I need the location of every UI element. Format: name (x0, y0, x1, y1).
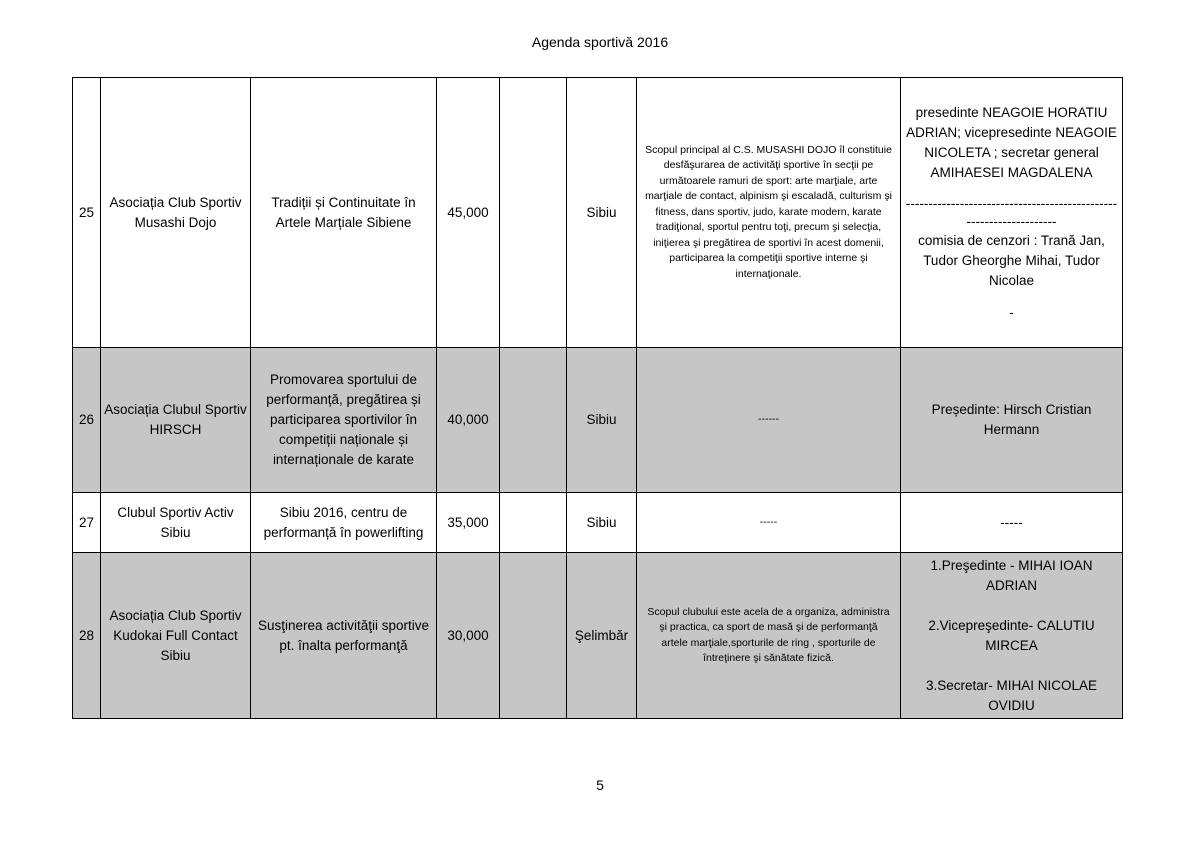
leaders-line: 2.Vicepreşedinte- CALUTIU MIRCEA (928, 617, 1095, 653)
table-row (73, 348, 1123, 493)
club-description: ----- (637, 493, 901, 553)
amount: 45,000 (437, 78, 500, 348)
club-leaders (901, 553, 1123, 719)
leaders-line: 1.Preşedinte - MIHAI IOAN ADRIAN (930, 557, 1093, 593)
amount: 35,000 (437, 493, 500, 553)
locality: Sibiu (567, 78, 637, 348)
separator-line: ------------------------------------------------------------------- (905, 195, 1118, 229)
table-row (73, 493, 1123, 553)
leaders-line: comisia de cenzori : Trană Jan, Tudor Gheorghe Mihai, Tudor Nicolae (918, 232, 1105, 288)
row-number: 25 (73, 78, 101, 348)
leaders-line: - (1009, 304, 1014, 320)
club-name: Clubul Sportiv Activ Sibiu (101, 493, 251, 553)
club-leaders (901, 493, 1123, 553)
table-row (73, 78, 1123, 348)
row-number: 26 (73, 348, 101, 493)
amount: 40,000 (437, 348, 500, 493)
locality: Sibiu (567, 493, 637, 553)
project-title: Sibiu 2016, centru de performanță în powerlifting (251, 493, 437, 553)
club-description: Scopul principal al C.S. MUSASHI DOJO îl constituie desfăşurarea de activităţi sportive în secţii pe următoarele ramuri de sport: arte marţiale, arte marţiale de contact, alpinism şi escaladă, culturism şi fitness, dans sportiv, judo, karate modern, karate tradiţional, sportul pentru toţi, precum şi selecţia, iniţierea şi pregătirea de sportivi în acest domenii, participarea la competiţii sportive interne şi internaţionale. (637, 78, 901, 348)
project-title: Tradiții și Continuitate în Artele Marțiale Sibiene (251, 78, 437, 348)
page-title: Agenda sportivă 2016 (531, 34, 669, 50)
club-leaders (901, 78, 1123, 348)
locality: Sibiu (567, 348, 637, 493)
leaders-line: Președinte: Hirsch Cristian Hermann (931, 402, 1092, 437)
club-name: Asociația Club Sportiv Kudokai Full Contact Sibiu (101, 553, 251, 719)
empty-cell (500, 78, 567, 348)
page-number: 5 (596, 777, 604, 793)
project-title: Susţinerea activităţii sportive pt. înalta performanţă (251, 553, 437, 719)
row-number: 28 (73, 553, 101, 719)
empty-cell (500, 348, 567, 493)
amount: 30,000 (437, 553, 500, 719)
club-name: Asociația Club Sportiv Musashi Dojo (101, 78, 251, 348)
empty-cell (500, 553, 567, 719)
sports-agenda-table (72, 77, 1123, 719)
locality: Şelimbăr (567, 553, 637, 719)
club-leaders (901, 348, 1123, 493)
club-description: Scopul clubului este acela de a organiza, administra şi practica, ca sport de masă şi de performanţă artele marţiale,sporturile de ring , sporturile de întreţinere şi sănătate fizică. (637, 553, 901, 719)
club-name: Asociația Clubul Sportiv HIRSCH (101, 348, 251, 493)
empty-cell (500, 493, 567, 553)
leaders-line: presedinte NEAGOIE HORATIU ADRIAN; vicepresedinte NEAGOIE NICOLETA ; secretar general AMIHAESEI MAGDALENA (906, 104, 1117, 180)
project-title: Promovarea sportului de performanță, pregătirea și participarea sportivilor în competiții naționale și internaționale de karate (251, 348, 437, 493)
leaders-line: 3.Secretar- MIHAI NICOLAE OVIDIU (925, 677, 1098, 713)
row-number: 27 (73, 493, 101, 553)
table-row (73, 553, 1123, 719)
leaders-line: ----- (1000, 514, 1023, 530)
club-description: ------ (637, 348, 901, 493)
